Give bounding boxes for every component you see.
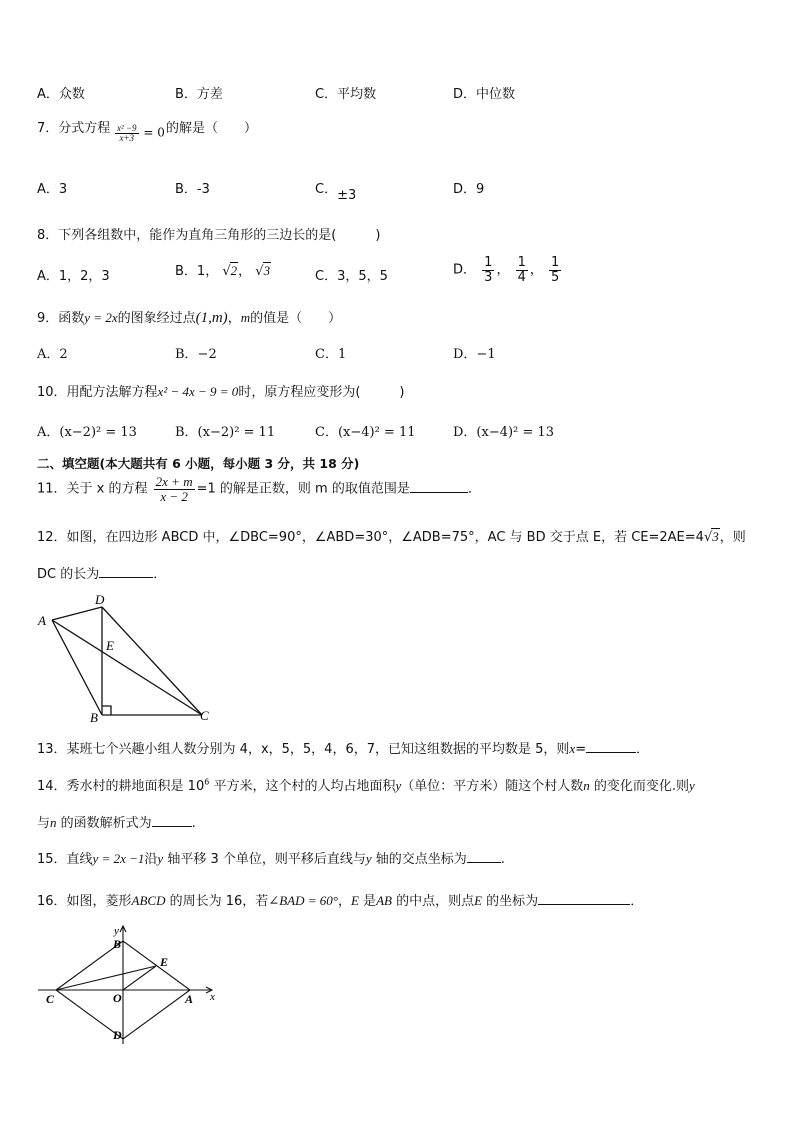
q8-option-d-label: D．	[453, 262, 477, 278]
q12-text-4: ．	[153, 567, 167, 582]
q7-equals: = 0	[143, 125, 165, 140]
fig2-label-b: B	[113, 937, 122, 951]
q8-option-c: C．3，5，5	[315, 269, 388, 284]
q15-stem	[37, 848, 505, 867]
q12-sqrt3: √ 3	[703, 529, 719, 545]
fig1-label-a: A	[38, 613, 46, 628]
fig1-label-b: B	[90, 710, 98, 722]
q14-text-3: （单位：平方米）随这个村人数	[401, 779, 584, 794]
q9-text-4: 的值是（ ）	[250, 311, 342, 326]
q13-text-3: ．	[636, 742, 650, 757]
q9-text-3: ，	[227, 311, 241, 326]
fig1-label-d: D	[95, 592, 105, 607]
q9-m: m	[240, 310, 251, 325]
q11-fraction	[154, 475, 195, 503]
q12-text-1: 12．如图，在四边形 ABCD 中，∠DBC=90°，∠ABD=30°，∠ADB=75°，AC 与 BD 交于点 E，若 CE=2AE=4	[37, 530, 704, 545]
q11-text-3: ．	[467, 481, 481, 497]
q6-option-c: C．平均数	[315, 87, 377, 102]
q8-option-b-label: B．1，	[175, 264, 219, 279]
q8-option-b	[175, 260, 271, 279]
q16-e2: E	[474, 893, 483, 908]
q14-text-7: .	[191, 816, 196, 831]
fig2-label-a: A	[185, 992, 194, 1006]
q8-frac3-num: 1	[551, 255, 560, 270]
q16-ab: AB	[376, 893, 392, 908]
q12-quadrilateral-figure	[34, 592, 214, 722]
q14-y2: y	[689, 778, 695, 793]
q12-stem-line1	[37, 526, 746, 545]
q7-option-d: D．9	[453, 182, 485, 197]
q8-frac-1-5	[549, 256, 561, 284]
q10-stem	[37, 381, 404, 400]
q12-stem-line2	[37, 563, 166, 582]
q9-text-1: 9．函数	[37, 311, 85, 326]
q12-answer-blank[interactable]	[99, 565, 153, 578]
q15-answer-blank[interactable]	[467, 850, 501, 863]
q7-stem	[37, 117, 110, 136]
q11-stem	[37, 475, 481, 503]
q10-equation: x² − 4x − 9 = 0	[157, 384, 239, 399]
q9-option-a: A．2	[37, 347, 68, 362]
q16-text-1: 16．如图，菱形	[37, 894, 132, 909]
q15-text-5: .	[500, 852, 505, 867]
q16-abcd: ABCD	[131, 893, 166, 908]
q14-answer-blank[interactable]	[152, 814, 192, 827]
q16-text-4: 是	[358, 894, 377, 909]
q14-n: n	[583, 778, 590, 793]
q7-denominator: x+3	[119, 133, 135, 144]
q16-text-3: ，	[337, 894, 351, 909]
q9-point: (1,m)	[195, 310, 228, 326]
q16-angle: ∠BAD = 60°	[268, 893, 338, 908]
q14-text-2: 平方米，这个村的人均占地面积	[209, 779, 396, 794]
fig2-label-o: O	[113, 991, 122, 1005]
q14-text-1: 14．秀水村的耕地面积是 10	[37, 779, 205, 794]
q13-text-1: 13．某班七个兴趣小组人数分别为 4，x，5，5，4，6，7，已知这组数据的平均数是 5，则	[37, 742, 570, 757]
q14-y: y	[395, 778, 402, 793]
fig2-label-e: E	[160, 955, 169, 969]
q8-option-a: A．1，2，3	[37, 269, 110, 284]
q8-frac2-num: 1	[517, 255, 526, 270]
q10-text-2: 时，原方程应变形为( )	[238, 385, 405, 400]
q13-equals: =	[575, 742, 587, 757]
q16-text-6: 的坐标为	[482, 894, 539, 909]
q14-text-5: 与	[37, 816, 51, 831]
q9-option-c: C．1	[315, 347, 347, 362]
q9-option-b: B．−2	[175, 347, 217, 362]
q8-frac3-den: 5	[551, 269, 560, 285]
q16-text-5: 的中点，则点	[391, 894, 475, 909]
q10-text-1: 10．用配方法解方程	[37, 385, 158, 400]
q16-answer-blank[interactable]	[538, 892, 630, 905]
fig2-axis-y: y	[114, 925, 119, 937]
q12-text-2: ，则	[719, 530, 746, 545]
q6-option-a: A．众数	[37, 87, 85, 102]
q7-stem-text: 7．分式方程	[37, 121, 111, 136]
q7-option-a: A．3	[37, 182, 68, 197]
q9-function: y = 2x	[84, 310, 118, 325]
q10-option-b: B．(x−2)² = 11	[175, 425, 276, 440]
q8-option-d: D． $\frac{1}{3}$ ， $\frac{1}{4}$ ， $\frac{1}{5}$	[453, 255, 560, 285]
q8-stem: 8．下列各组数中，能作为直角三角形的三边长的是( )	[37, 228, 381, 243]
q15-text-4: 轴的交点坐标为	[371, 852, 467, 867]
q16-text-2: 的周长为 16，若	[165, 894, 269, 909]
q12-sqrt3-radicand: 3	[712, 529, 719, 544]
q16-stem	[37, 890, 643, 909]
q6-option-b: B．方差	[175, 87, 223, 102]
fig1-label-e: E	[106, 638, 114, 653]
q14-text-4: 的变化而变化.则	[589, 779, 690, 794]
q13-x: x	[569, 741, 576, 756]
q8-frac-1-4	[516, 256, 528, 284]
q16-rhombus-figure	[34, 922, 224, 1047]
q15-function: y = 2x −1	[92, 851, 145, 866]
q8-sqrt3-radicand: 3	[263, 263, 271, 278]
fig2-label-c: C	[46, 992, 55, 1006]
q15-text-3: 轴平移 3 个单位，则平移后直线与	[163, 852, 366, 867]
q8-sqrt2: √ 2	[222, 263, 238, 279]
q8-sqrt3: √ 3	[255, 263, 271, 279]
q7-option-c	[315, 178, 357, 203]
q14-text-6: 的函数解析式为	[56, 816, 152, 831]
q13-stem	[37, 738, 649, 757]
section-2-heading: 二、填空题(本大题共有 6 小题，每小题 3 分，共 18 分)	[37, 456, 360, 471]
q12-text-3: DC 的长为	[37, 567, 100, 582]
q9-stem	[37, 307, 341, 327]
q8-sqrt2-radicand: 2	[230, 263, 238, 278]
fig2-axis-x: x	[210, 991, 215, 1003]
q7-tail: 的解是（ ）	[166, 121, 258, 136]
fig2-label-d: D	[113, 1028, 122, 1042]
q14-n2: n	[50, 815, 57, 830]
q7-option-c-label: C．	[315, 182, 338, 197]
q15-text-1: 15．直线	[37, 852, 93, 867]
q11-answer-blank[interactable]	[410, 480, 468, 493]
q11-text-2: =1 的解是正数，则 m 的取值范围是	[196, 481, 410, 497]
q9-text-2: 的图象经过点	[117, 311, 196, 326]
q8-frac-1-3	[482, 256, 494, 284]
q6-option-d: D．中位数	[453, 87, 516, 102]
q7-equation	[113, 124, 165, 144]
q16-text-7: ．	[630, 894, 644, 909]
q11-numerator: 2x + m	[155, 474, 193, 489]
q10-option-d: D．(x−4)² = 13	[453, 425, 554, 440]
q8-option-b-sep: ，	[238, 264, 252, 279]
q10-option-a: A．(x−2)² = 13	[37, 425, 137, 440]
q15-y2: y	[365, 851, 372, 866]
q10-option-c: C．(x−4)² = 11	[315, 425, 416, 440]
q8-frac1-den: 3	[484, 269, 493, 285]
fig1-label-c: C	[200, 708, 209, 722]
q13-answer-blank[interactable]	[586, 740, 636, 753]
q14-stem-line1	[37, 775, 695, 794]
q9-option-d: D．−1	[453, 347, 496, 362]
q8-frac1-num: 1	[484, 255, 493, 270]
q11-text-1: 11．关于 x 的方程	[37, 481, 148, 497]
q15-y: y	[157, 851, 164, 866]
q7-option-c-value: ±3	[337, 188, 357, 203]
q15-text-2: 沿	[144, 852, 158, 867]
q14-exponent: 6	[204, 777, 210, 787]
q7-numerator: x² −9	[117, 123, 137, 133]
q16-e: E	[350, 893, 359, 908]
q11-denominator: x − 2	[160, 488, 188, 504]
q7-option-b: B．-3	[175, 182, 210, 197]
q8-frac2-den: 4	[517, 269, 526, 285]
q14-stem-line2	[37, 812, 196, 831]
q7-fraction	[115, 124, 139, 144]
